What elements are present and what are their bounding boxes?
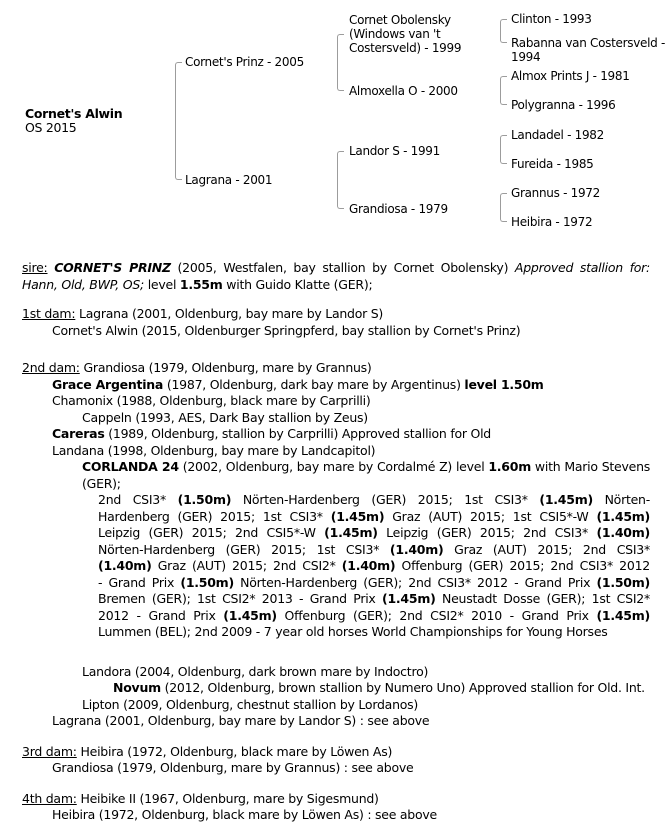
tree-node-gen4-5: Landadel - 1982 [511, 128, 604, 142]
first-dam-header: 1st dam: Lagrana (2001, Oldenburg, bay mare by Landor S) [22, 306, 384, 321]
tree-node-sire: Cornet's Prinz - 2005 [185, 55, 304, 69]
subject-registry-year: OS 2015 [25, 120, 77, 135]
corlanda-results-line: 2nd CSI3* (1.50m) Nörten-Hardenberg (GER) 2015; 1st CSI3* (1.45m) Nörten- [98, 492, 650, 507]
tree-node-sire-sire: Cornet Obolensky (Windows van 't Costersveld) - 1999 [349, 13, 462, 55]
pedigree-tree [0, 0, 670, 252]
offspring-careras: Careras (1989, Oldenburg, stallion by Carprilli) Approved stallion for Old [52, 426, 491, 441]
tree-connector-gen4-a [500, 19, 507, 43]
tree-connector-gen4-d [500, 193, 507, 222]
tree-connector-gen4-c [500, 135, 507, 164]
tree-node-gen4-7: Grannus - 1972 [511, 186, 600, 200]
tree-node-gen4-4: Polygranna - 1996 [511, 98, 616, 112]
subject-name: Cornet's Alwin [25, 106, 123, 121]
third-dam-offspring-grandiosa: Grandiosa (1979, Oldenburg, mare by Grannus) : see above [52, 760, 414, 775]
tree-node-dam-dam: Grandiosa - 1979 [349, 202, 448, 216]
corlanda-results-line: Leipzig (GER) 2015; 2nd CSI5*-W (1.45m) Leipzig (GER) 2015; 2nd CSI3* (1.40m) [98, 525, 650, 540]
tree-connector-gen3-sire [337, 34, 344, 91]
corlanda-results-line: Hardenberg (GER) 2015; 1st CSI3* (1.45m) Graz (AUT) 2015; 1st CSI5*-W (1.45m) [98, 508, 651, 524]
corlanda-results-line: Bremen (GER); 1st CSI2* 2013 - Grand Prix (1.45m) Neustadt Dosse (GER); 1st CSI2* [98, 591, 650, 606]
tree-connector-gen3-dam [337, 151, 344, 209]
offspring-corlanda-line-2: (GER); [82, 475, 121, 491]
pedigree-details [22, 260, 650, 823]
tree-node-sire-dam: Almoxella O - 2000 [349, 84, 458, 98]
tree-connector-gen4-b [500, 76, 507, 105]
offspring-corlanda-line-1: CORLANDA 24 (2002, Oldenburg, bay mare by Cordalmé Z) level 1.60m with Mario Stevens [82, 459, 651, 474]
corlanda-results-line: - Grand Prix (1.50m) Nörten-Hardenberg (GER); 2nd CSI3* 2012 - Grand Prix (1.50m) [98, 574, 650, 590]
tree-node-subject [25, 107, 122, 135]
fourth-dam-offspring-heibira: Heibira (1972, Oldenburg, black mare by Löwen As) : see above [52, 807, 437, 822]
fourth-dam-header: 4th dam: Heibike II (1967, Oldenburg, mare by Sigesmund) [22, 790, 379, 806]
corlanda-results-line: 2012 - Grand Prix (1.45m) Offenburg (GER); 2nd CSI2* 2010 - Grand Prix (1.45m) [98, 607, 650, 623]
second-dam-header: 2nd dam: Grandiosa (1979, Oldenburg, mare by Grannus) [22, 360, 372, 375]
corlanda-results-line: Nörten-Hardenberg (GER) 2015; 1st CSI3* (1.40m) Graz (AUT) 2015; 2nd CSI3* [98, 541, 650, 557]
offspring-grace-argentina: Grace Argentina (1987, Oldenburg, dark bay mare by Argentinus) level 1.50m [52, 376, 544, 392]
corlanda-results [22, 492, 650, 641]
tree-node-gen4-6: Fureida - 1985 [511, 157, 594, 171]
offspring-chamonix: Chamonix (1988, Oldenburg, black mare by Carprilli) [52, 393, 371, 408]
offspring-cappeln: Cappeln (1993, AES, Dark Bay stallion by Zeus) [82, 409, 368, 425]
tree-node-dam: Lagrana - 2001 [185, 173, 273, 187]
offspring-lagrana: Lagrana (2001, Oldenburg, bay mare by Landor S) : see above [52, 713, 430, 728]
sire-details-line-2: Hann, Old, BWP, OS; level 1.55m with Guido Klatte (GER); [22, 276, 373, 292]
tree-connector-gen2 [175, 62, 182, 180]
tree-node-gen4-8: Heibira - 1972 [511, 215, 593, 229]
corlanda-results-line: Lummen (BEL); 2nd 2009 - 7 year old horses World Championships for Young Horses [98, 624, 608, 639]
first-dam-offspring-cornets-alwin: Cornet's Alwin (2015, Oldenburger Springpferd, bay stallion by Cornet's Prinz) [52, 322, 521, 338]
offspring-landana: Landana (1998, Oldenburg, bay mare by Landcapitol) [52, 442, 376, 458]
offspring-landora: Landora (2004, Oldenburg, dark brown mare by Indoctro) [82, 663, 429, 679]
tree-node-gen4-1: Clinton - 1993 [511, 12, 592, 26]
tree-node-gen4-3: Almox Prints J - 1981 [511, 69, 630, 83]
corlanda-results-line: (1.40m) Graz (AUT) 2015; 2nd CSI2* (1.40m) Offenburg (GER) 2015; 2nd CSI3* 2012 [98, 558, 650, 573]
sire-details-line-1: sire: CORNET'S PRINZ (2005, Westfalen, bay stallion by Cornet Obolensky) Approved stallion for: [22, 260, 650, 275]
tree-node-gen4-2: Rabanna van Costersveld - 1994 [511, 36, 665, 64]
offspring-novum: Novum (2012, Oldenburg, brown stallion by Numero Uno) Approved stallion for Old. Int. [113, 680, 645, 695]
offspring-lipton: Lipton (2009, Oldenburg, chestnut stallion by Lordanos) [82, 696, 419, 712]
tree-node-dam-sire: Landor S - 1991 [349, 144, 440, 158]
third-dam-header: 3rd dam: Heibira (1972, Oldenburg, black mare by Löwen As) [22, 743, 393, 759]
